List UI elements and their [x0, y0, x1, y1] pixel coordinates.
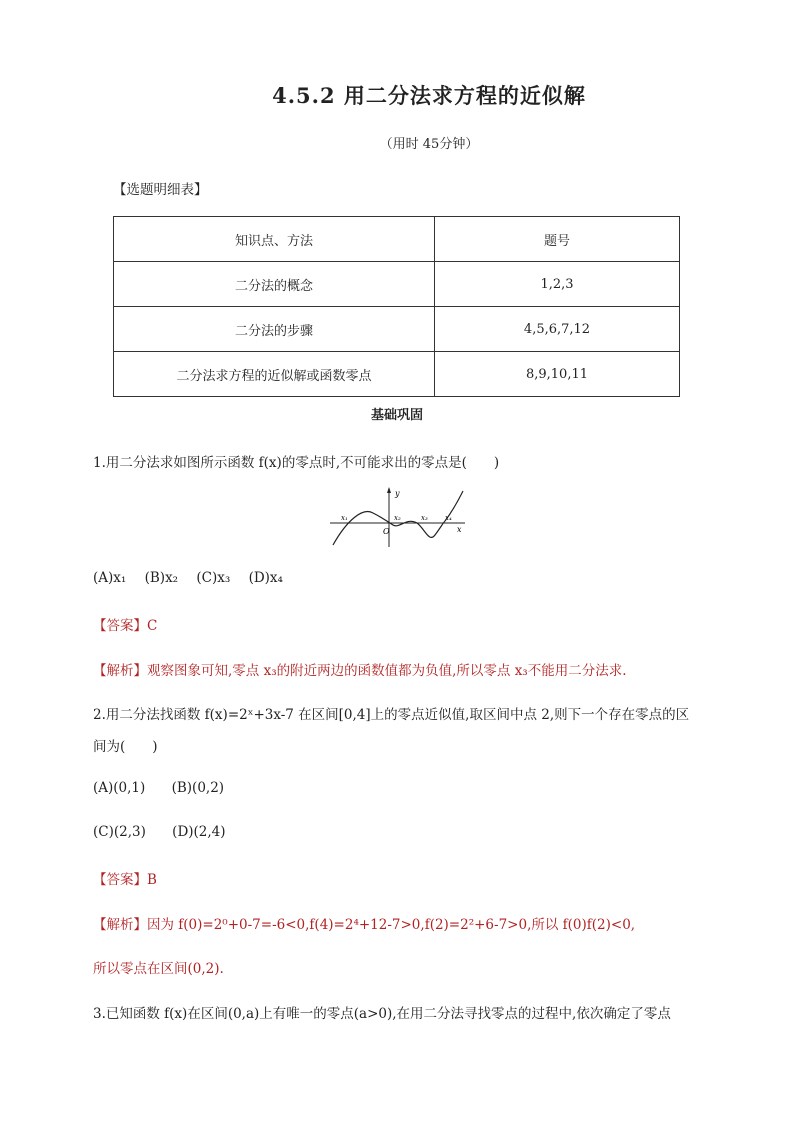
table-cell: 二分法的步骤: [114, 307, 435, 352]
table-row: [114, 262, 680, 307]
option-b: (B)(0,2): [171, 780, 225, 796]
table-cell: 二分法求方程的近似解或函数零点: [114, 352, 435, 397]
y-axis-label: y: [395, 489, 400, 498]
table-cell: 8,9,10,11: [435, 352, 680, 397]
table-header-cell: 题号: [435, 217, 680, 262]
function-graph: [325, 485, 470, 550]
table-header-row: [114, 217, 680, 262]
option-a: (A)(0,1): [93, 780, 146, 796]
option-b: (B)x₂: [144, 570, 179, 586]
question-2-options-row1: [93, 780, 246, 796]
section-label: 【选题明细表】: [113, 182, 208, 198]
x2-label: x₂: [394, 514, 401, 522]
x3-label: x₃: [421, 514, 428, 522]
page-subtitle: （用时 45分钟）: [379, 137, 479, 152]
option-c: (C)x₃: [196, 570, 231, 586]
x1-label: x₁: [341, 514, 348, 522]
x-axis-label: x: [457, 525, 462, 534]
option-a: (A)x₁: [93, 570, 127, 586]
table-cell: 1,2,3: [435, 262, 680, 307]
topic-table: [113, 216, 680, 397]
question-2-stem-line2: 间为( ): [93, 739, 158, 755]
table-header-cell: 知识点、方法: [114, 217, 435, 262]
question-1-answer: 【答案】C: [93, 618, 158, 634]
question-1-options: [93, 570, 297, 586]
question-2-stem-line1: 2.用二分法找函数 f(x)=2ˣ+3x-7 在区间[0,4]上的零点近似值,取区间中点 2,则下一个存在零点的区: [93, 707, 690, 723]
question-2-analysis-line1: 【解析】因为 f(0)=2⁰+0-7=-6<0,f(4)=2⁴+12-7>0,f(2)=2²+6-7>0,所以 f(0)f(2)<0,: [93, 917, 636, 933]
option-d: (D)(2,4): [172, 824, 226, 840]
question-2-analysis-line2: 所以零点在区间(0,2).: [93, 961, 224, 977]
table-cell: 二分法的概念: [114, 262, 435, 307]
question-3-stem: 3.已知函数 f(x)在区间(0,a)上有唯一的零点(a>0),在用二分法寻找零点的过程中,依次确定了零点: [93, 1006, 671, 1022]
table-row: [114, 352, 680, 397]
question-1-stem: 1.用二分法求如图所示函数 f(x)的零点时,不可能求出的零点是( ): [93, 455, 500, 471]
question-2-answer: 【答案】B: [93, 872, 157, 888]
option-c: (C)(2,3): [93, 824, 146, 840]
question-2-options-row2: [93, 824, 248, 840]
page-title: 4.5.2 用二分法求方程的近似解: [272, 83, 586, 108]
basics-heading: 基础巩固: [370, 408, 423, 423]
x4-label: x₄: [445, 514, 452, 522]
origin-label: O: [383, 527, 390, 536]
option-d: (D)x₄: [248, 570, 283, 586]
table-row: [114, 307, 680, 352]
y-axis-arrow: [387, 487, 391, 493]
table-cell: 4,5,6,7,12: [435, 307, 680, 352]
question-1-analysis: 【解析】观察图象可知,零点 x₃的附近两边的函数值都为负值,所以零点 x₃不能用二分法求.: [93, 663, 627, 679]
